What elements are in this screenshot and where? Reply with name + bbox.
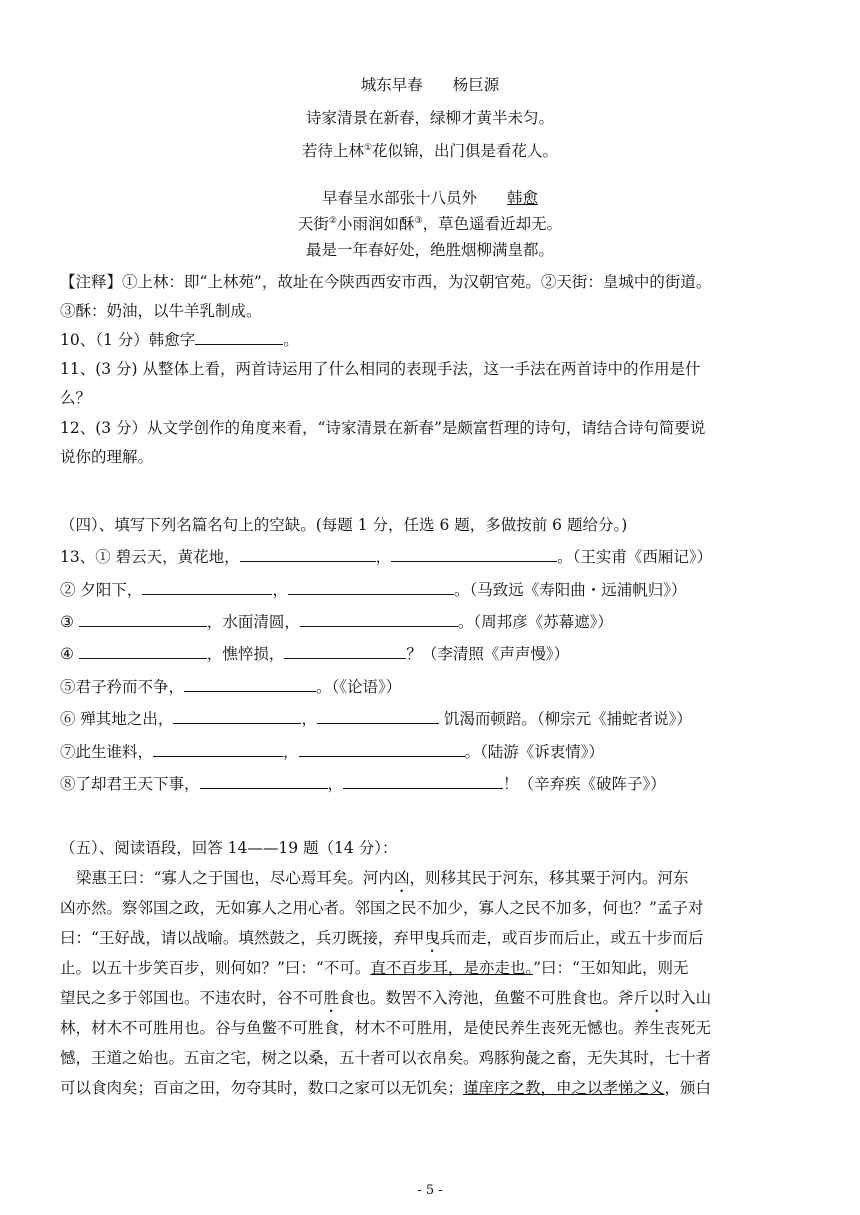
answer-blank[interactable] bbox=[343, 774, 503, 789]
answer-blank[interactable] bbox=[317, 709, 439, 724]
emphasized-char: 曳 bbox=[424, 929, 440, 947]
passage-text: ，颁白 bbox=[664, 1079, 712, 1097]
fill-item-text: 。（陆游《诉衷情》） bbox=[464, 743, 605, 761]
fill-item-13-8 bbox=[60, 772, 776, 794]
fill-item-13-2 bbox=[60, 578, 776, 600]
fill-item-text: ， bbox=[283, 743, 299, 761]
fill-item-text: ，憔悴损， bbox=[206, 645, 285, 663]
fill-item-text: ， bbox=[301, 710, 317, 728]
fill-item-text: ⑥ 殚其地之出， bbox=[60, 710, 174, 728]
answer-blank[interactable] bbox=[200, 774, 328, 789]
poem1-title: 城东早春 bbox=[360, 76, 423, 94]
underlined-sentence: 直不百步耳，是亦走也。 bbox=[370, 959, 534, 977]
poem1-line1: 诗家清景在新春，绿柳才黄半未匀。 bbox=[305, 109, 554, 127]
notes-line1: 【注释】①上林：即“上林苑”，故址在今陕西西安市西，为汉朝官苑。②天街：皇城中的街道。 bbox=[60, 273, 712, 291]
passage-text: 食也。数罟不入洿池，鱼鳖不可胜食也。斧斤 bbox=[339, 989, 650, 1007]
passage-line-1 bbox=[76, 866, 792, 896]
passage-line-7: 憾，王道之始也。五亩之宅，树之以桑，五十者可以衣帛矣。鸡豚狗彘之畜，无失其时，七十者 bbox=[60, 1049, 712, 1067]
fill-item-text: 。（王实甫《西厢记》） bbox=[557, 548, 713, 566]
passage-line-3 bbox=[60, 926, 800, 956]
notes-line2: ③酥：奶油，以牛羊乳制成。 bbox=[60, 302, 262, 320]
passage-text: 兵而走，或百步而后止，或五十步而后 bbox=[439, 929, 704, 947]
poem1-line2-part: 若待上林 bbox=[301, 142, 364, 160]
passage-text: 梁惠王曰：“寡人之于国也，尽心焉耳矣。河内 bbox=[76, 869, 394, 887]
question-11-line2: 么？ bbox=[60, 389, 92, 407]
fill-item-text: ！（辛弃疾《破阵子》） bbox=[503, 775, 666, 793]
emphasized-char: 以 bbox=[649, 989, 665, 1007]
passage-text: 望民之多于邻国也。不违农时，谷不可 bbox=[60, 989, 324, 1007]
poem2-line2: 最是一年春好处，绝胜烟柳满皇都。 bbox=[305, 241, 554, 259]
page-number: - 5 - bbox=[417, 1183, 443, 1198]
answer-blank[interactable] bbox=[300, 612, 458, 627]
passage-line-6: 林，材木不可胜用也。谷与鱼鳖不可胜食，材木不可胜用，是使民养生丧死无憾也。养生丧死无 bbox=[60, 1019, 712, 1037]
answer-blank[interactable] bbox=[142, 580, 272, 595]
fill-item-13-4 bbox=[60, 642, 776, 664]
fill-item-text: ⑤君子矜而不争， bbox=[60, 678, 185, 696]
answer-blank[interactable] bbox=[391, 547, 557, 562]
fill-item-text: 。（马致远《寿阳曲・远浦帆归》） bbox=[453, 581, 687, 599]
poem1-line2-part: 花似锦，出门俱是看花人。 bbox=[372, 142, 559, 160]
fill-item-text: 。（《论语》） bbox=[316, 678, 402, 696]
answer-blank[interactable] bbox=[153, 742, 283, 757]
footnote-marker: ① bbox=[363, 142, 373, 153]
fill-item-text: 。（周邦彦《苏幕遮》） bbox=[457, 613, 613, 631]
footnote-marker: ② bbox=[328, 215, 337, 226]
passage-line-8 bbox=[60, 1076, 800, 1098]
answer-blank[interactable] bbox=[299, 742, 465, 757]
fill-item-text: ， bbox=[375, 548, 392, 566]
passage-text: ”曰：“王如知此，则无 bbox=[533, 959, 689, 977]
answer-blank[interactable] bbox=[195, 330, 283, 345]
passage-line-5 bbox=[60, 986, 800, 1016]
question-12-line2: 说你的理解。 bbox=[60, 448, 154, 466]
poem2-line1-part: ，草色遥看近却无。 bbox=[422, 215, 563, 233]
passage-text: 可以食肉矣；百亩之田，勿夺其时，数口之家可以无饥矣； bbox=[60, 1079, 464, 1097]
fill-item-text: ⑦此生谁料， bbox=[60, 743, 154, 761]
emphasized-char: 胜 bbox=[323, 989, 340, 1007]
passage-text: 曰：“王好战，请以战喻。填然鼓之，兵刃既接，弃甲 bbox=[60, 929, 425, 947]
passage-text: 止。以五十步笑百步，则何如？”曰：“不可。 bbox=[60, 959, 371, 977]
question-11-line1: 11、(3 分) 从整体上看，两首诗运用了什么相同的表现手法，这一手法在两首诗中的作用是什 bbox=[60, 360, 701, 378]
question-10-end: 。 bbox=[283, 331, 299, 349]
fill-item-13-1 bbox=[60, 545, 776, 567]
answer-blank[interactable] bbox=[173, 709, 301, 724]
section-5-heading: （五）、阅读语段，回答 14——19 题（14 分）： bbox=[60, 839, 398, 857]
answer-blank[interactable] bbox=[79, 644, 207, 659]
passage-line-2: 凶亦然。察邻国之政，无如寡人之用心者。邻国之民不加少，寡人之民不加多，何也？”孟子对 bbox=[60, 899, 704, 917]
poem2-author: 韩愈 bbox=[507, 189, 539, 207]
fill-item-text: 饥渴而顿踣。（柳宗元《捕蛇者说》） bbox=[438, 710, 692, 728]
question-12-line1: 12、(3 分）从文学创作的角度来看，“诗家清景在新春”是颇富哲理的诗句，请结合诗句简要说 bbox=[60, 419, 706, 437]
poem1-line2 bbox=[0, 139, 860, 161]
emphasized-char: 凶 bbox=[393, 869, 410, 887]
poem1-title-line bbox=[0, 73, 860, 95]
passage-text: 时入山 bbox=[664, 989, 712, 1007]
fill-item-text: ， bbox=[327, 775, 344, 793]
answer-blank[interactable] bbox=[284, 644, 406, 659]
answer-blank[interactable] bbox=[240, 547, 376, 562]
passage-text: ，则移其民于河东，移其粟于河内。河东 bbox=[409, 869, 689, 887]
fill-item-13-5 bbox=[60, 675, 776, 697]
poem2-line1 bbox=[0, 212, 860, 234]
fill-item-text: 13、① 碧云天，黄花地， bbox=[60, 548, 240, 566]
fill-item-13-7 bbox=[60, 740, 776, 762]
poem2-line1-part: 天街 bbox=[297, 215, 329, 233]
underlined-sentence: 谨庠序之教，申之以孝悌之义 bbox=[463, 1079, 665, 1097]
fill-item-text: ⑧了却君王天下事， bbox=[60, 775, 200, 793]
fill-item-text: ③ bbox=[60, 613, 79, 631]
fill-item-text: ， bbox=[272, 581, 288, 599]
fill-item-13-6 bbox=[60, 707, 776, 729]
footnote-marker: ③ bbox=[414, 215, 423, 226]
answer-blank[interactable] bbox=[79, 612, 207, 627]
fill-item-text: ，水面清圆， bbox=[206, 613, 300, 631]
answer-blank[interactable] bbox=[184, 677, 316, 692]
question-10 bbox=[60, 328, 776, 350]
poem2-title: 早春呈水部张十八员外 bbox=[321, 189, 477, 207]
poem2-title-line bbox=[0, 186, 860, 208]
fill-item-text: ？（李清照《声声慢》） bbox=[406, 645, 570, 663]
section-4-heading: （四）、填写下列名篇名句上的空缺。(每题 1 分，任选 6 题，多做按前 6 题给分。) bbox=[60, 516, 628, 534]
answer-blank[interactable] bbox=[288, 580, 454, 595]
passage-line-4 bbox=[60, 956, 800, 978]
poem2-line1-part: 小雨润如酥 bbox=[336, 215, 415, 233]
fill-item-13-3 bbox=[60, 610, 776, 632]
fill-item-text: ② 夕阳下， bbox=[60, 581, 143, 599]
fill-item-text: ④ bbox=[60, 645, 79, 663]
question-10-text: 10、（1 分）韩愈字 bbox=[60, 331, 196, 349]
poem1-author: 杨巨源 bbox=[452, 76, 500, 94]
